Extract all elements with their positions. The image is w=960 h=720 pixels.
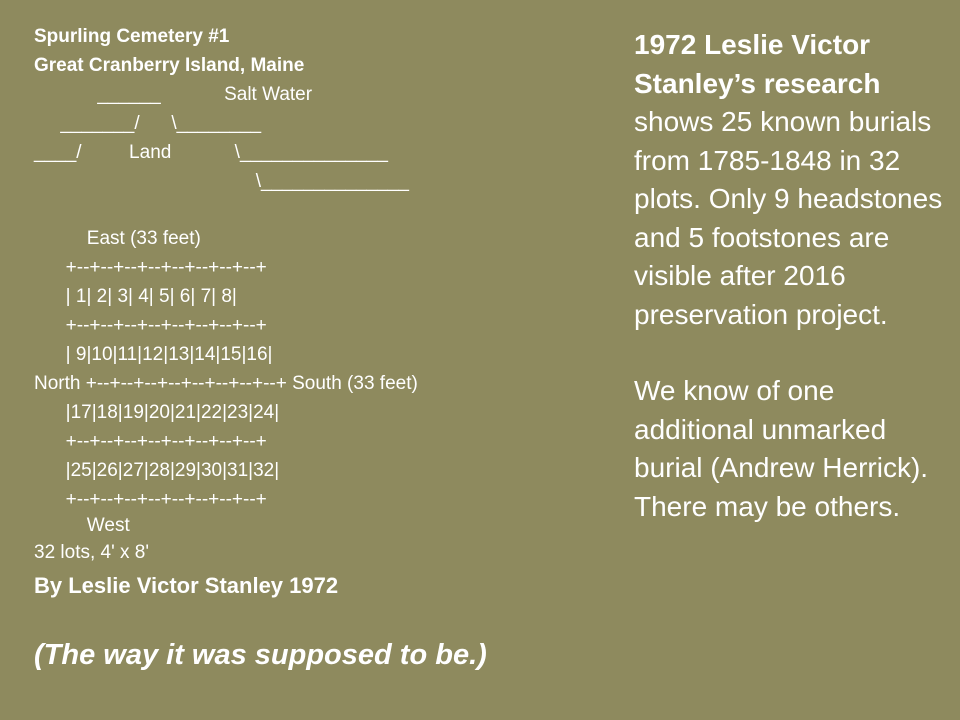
diagram-title: Spurling Cemetery #1 <box>34 26 230 47</box>
map-line: ______ Salt Water <box>34 84 313 105</box>
grid-line: +--+--+--+--+--+--+--+--+ <box>34 315 267 336</box>
east-label: East (33 feet) <box>34 228 201 249</box>
map-line: ____/ Land \______________ <box>34 142 388 163</box>
research-heading: 1972 Leslie Victor Stanley’s research <box>634 29 881 99</box>
grid-line: |25|26|27|28|29|30|31|32| <box>34 460 280 481</box>
diagram-caption: (The way it was supposed to be.) <box>34 639 487 671</box>
map-line: _______/ \________ <box>34 113 262 134</box>
unmarked-burial-note: We know of one additional unmarked burial (Andrew Herrick). There may be others. <box>634 375 929 522</box>
map-line: \______________ <box>34 171 409 192</box>
lots-note: 32 lots, 4' x 8' <box>34 542 149 563</box>
research-summary <box>634 26 944 526</box>
west-label: West <box>34 515 130 536</box>
diagram-author: By Leslie Victor Stanley 1972 <box>34 573 339 598</box>
grid-line: North +--+--+--+--+--+--+--+--+ South (33 feet) <box>34 373 418 394</box>
grid-line: +--+--+--+--+--+--+--+--+ <box>34 431 267 452</box>
grid-line: | 1| 2| 3| 4| 5| 6| 7| 8| <box>34 286 237 307</box>
grid-line: +--+--+--+--+--+--+--+--+ <box>34 257 267 278</box>
research-body: shows 25 known burials from 1785-1848 in 32 plots. Only 9 headstones and 5 footstones are visible after 2016 preservation project. <box>634 106 943 330</box>
diagram-location: Great Cranberry Island, Maine <box>34 55 305 76</box>
grid-line: |17|18|19|20|21|22|23|24| <box>34 402 280 423</box>
grid-line: +--+--+--+--+--+--+--+--+ <box>34 489 267 510</box>
grid-line: | 9|10|11|12|13|14|15|16| <box>34 344 273 365</box>
